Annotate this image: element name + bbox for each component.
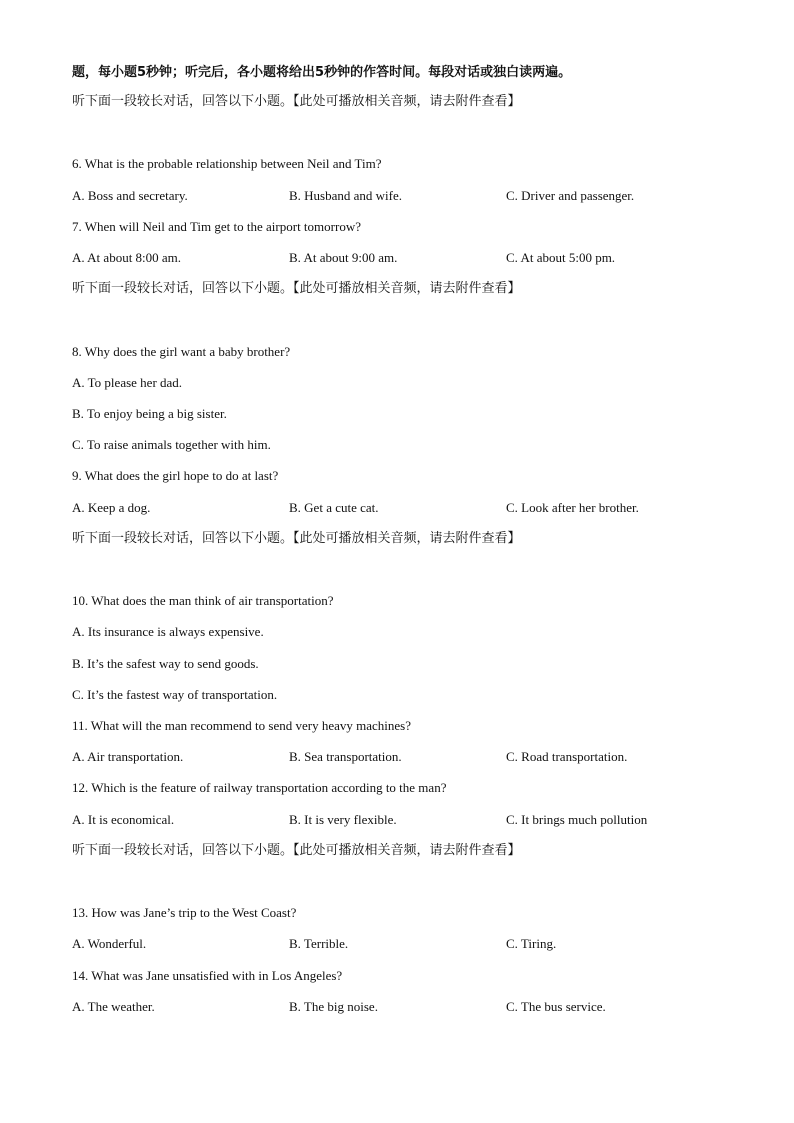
section-note-2: 听下面一段较长对话，回答以下小题。【此处可播放相关音频，请去附件查看】: [72, 281, 521, 296]
question-6-option-c: C. Driver and passenger.: [506, 188, 635, 203]
question-12-option-c: C. It brings much pollution: [506, 812, 648, 827]
question-13-option-c: C. Tiring.: [506, 936, 557, 951]
question-9-stem: 9. What does the girl hope to do at last?: [72, 468, 279, 483]
question-10-stem: 10. What does the man think of air transportation?: [72, 593, 334, 608]
header-instruction: 题，每小题5秒钟；听完后，各小题将给出5秒钟的作答时间。每段对话或独白读两遍。: [72, 65, 572, 80]
question-10-option-c: C. It’s the fastest way of transportation.: [72, 687, 278, 702]
question-8-stem: 8. Why does the girl want a baby brother?: [72, 344, 291, 359]
question-8-option-c: C. To raise animals together with him.: [72, 437, 271, 452]
question-13-option-b: B. Terrible.: [289, 936, 349, 951]
question-7-option-b: B. At about 9:00 am.: [289, 250, 398, 265]
question-9-option-a: A. Keep a dog.: [72, 500, 151, 515]
question-7-option-a: A. At about 8:00 am.: [72, 250, 182, 265]
question-11-option-b: B. Sea transportation.: [289, 749, 402, 764]
question-12-option-b: B. It is very flexible.: [289, 812, 397, 827]
question-10-option-a: A. Its insurance is always expensive.: [72, 624, 264, 639]
question-6-stem: 6. What is the probable relationship between Neil and Tim?: [72, 156, 382, 171]
question-6-option-b: B. Husband and wife.: [289, 188, 403, 203]
question-14-option-c: C. The bus service.: [506, 999, 606, 1014]
question-11-option-c: C. Road transportation.: [506, 749, 628, 764]
section-note-3: 听下面一段较长对话，回答以下小题。【此处可播放相关音频，请去附件查看】: [72, 531, 521, 546]
question-12-stem: 12. Which is the feature of railway transportation according to the man?: [72, 780, 447, 795]
question-10-option-b: B. It’s the safest way to send goods.: [72, 656, 259, 671]
question-6-option-a: A. Boss and secretary.: [72, 188, 188, 203]
question-9-option-b: B. Get a cute cat.: [289, 500, 379, 515]
section-note-4: 听下面一段较长对话，回答以下小题。【此处可播放相关音频，请去附件查看】: [72, 843, 521, 858]
question-8-option-b: B. To enjoy being a big sister.: [72, 406, 227, 421]
question-12-option-a: A. It is economical.: [72, 812, 175, 827]
question-9-option-c: C. Look after her brother.: [506, 500, 639, 515]
question-14-option-b: B. The big noise.: [289, 999, 378, 1014]
question-11-stem: 11. What will the man recommend to send very heavy machines?: [72, 718, 411, 733]
question-13-stem: 13. How was Jane’s trip to the West Coast?: [72, 905, 297, 920]
question-7-stem: 7. When will Neil and Tim get to the airport tomorrow?: [72, 219, 361, 234]
question-7-option-c: C. At about 5:00 pm.: [506, 250, 616, 265]
question-14-option-a: A. The weather.: [72, 999, 155, 1014]
question-11-option-a: A. Air transportation.: [72, 749, 184, 764]
question-14-stem: 14. What was Jane unsatisfied with in Los Angeles?: [72, 968, 343, 983]
question-8-option-a: A. To please her dad.: [72, 375, 183, 390]
question-13-option-a: A. Wonderful.: [72, 936, 147, 951]
section-note-1: 听下面一段较长对话，回答以下小题。【此处可播放相关音频，请去附件查看】: [72, 94, 521, 109]
